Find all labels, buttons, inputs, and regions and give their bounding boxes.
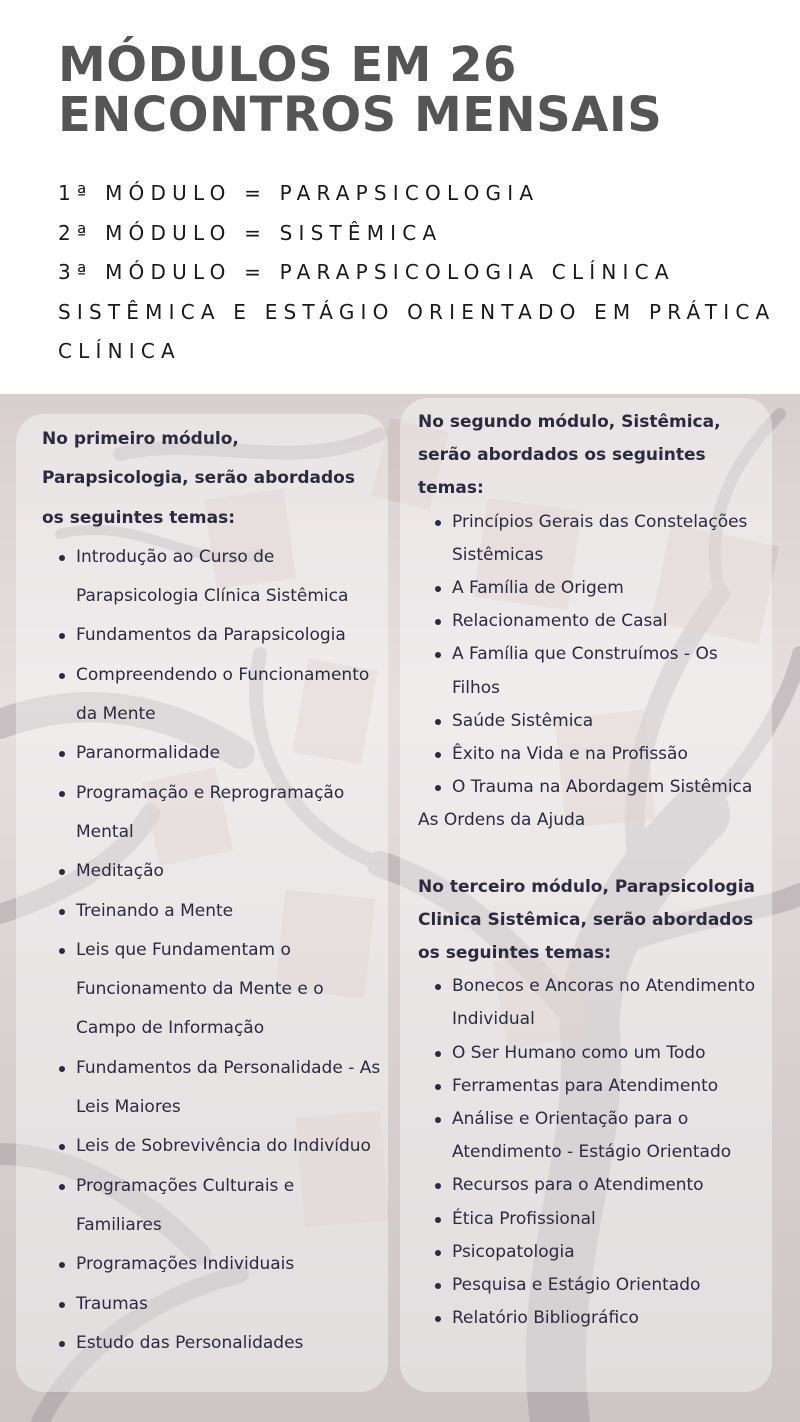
list-item: Treinando a Mente: [42, 892, 382, 931]
list-item: Ética Profissional: [418, 1203, 768, 1236]
list-item: Recursos para o Atendimento: [418, 1169, 768, 1202]
list-item: Bonecos e Ancoras no Atendimento Individual: [418, 970, 768, 1036]
section-spacer: [418, 838, 768, 871]
list-item: Relacionamento de Casal: [418, 605, 768, 638]
list-item: O Trauma na Abordagem Sistêmica: [418, 771, 768, 804]
list-item: O Ser Humano como um Todo: [418, 1037, 768, 1070]
module2-intro: No segundo módulo, Sistêmica, serão abordados os seguintes temas:: [418, 412, 721, 499]
list-item: Fundamentos da Parapsicologia: [42, 616, 382, 655]
list-item: Estudo das Personalidades: [42, 1324, 382, 1363]
list-item: Traumas: [42, 1285, 382, 1324]
list-item: Paranormalidade: [42, 734, 382, 773]
list-item: Saúde Sistêmica: [418, 705, 768, 738]
list-item: A Família que Construímos - Os Filhos: [418, 638, 768, 704]
list-item: Relatório Bibliográfico: [418, 1302, 768, 1335]
list-item: Programações Individuais: [42, 1245, 382, 1284]
module2-3-section: [418, 406, 768, 1335]
module2-topic-list: [418, 506, 768, 805]
list-item: Introdução ao Curso de Parapsicologia Clínica Sistêmica: [42, 538, 382, 617]
list-item: Êxito na Vida e na Profissão: [418, 738, 768, 771]
module-item-2: 2ª MÓDULO = SISTÊMICA: [58, 220, 443, 245]
module1-section: [42, 420, 382, 1363]
list-item: Leis que Fundamentam o Funcionamento da Mente e o Campo de Informação: [42, 931, 382, 1049]
list-item: Pesquisa e Estágio Orientado: [418, 1269, 768, 1302]
module3-topic-list: [418, 970, 768, 1335]
list-item: Princípios Gerais das Constelações Sistêmicas: [418, 506, 768, 572]
module-list: [58, 174, 778, 372]
list-item: Meditação: [42, 852, 382, 891]
header: [0, 0, 800, 394]
page-title: [58, 37, 758, 143]
module2-trailing-text: As Ordens da Ajuda: [418, 810, 586, 831]
list-item: Fundamentos da Personalidade - As Leis Maiores: [42, 1049, 382, 1128]
module1-intro: No primeiro módulo, Parapsicologia, serão abordados os seguintes temas:: [42, 429, 355, 528]
title-line-1: MÓDULOS EM 26: [58, 37, 517, 93]
list-item: Leis de Sobrevivência do Indivíduo: [42, 1127, 382, 1166]
list-item: Análise e Orientação para o Atendimento - Estágio Orientado: [418, 1103, 768, 1169]
title-line-2: ENCONTROS MENSAIS: [58, 87, 663, 143]
list-item: Programações Culturais e Familiares: [42, 1167, 382, 1246]
list-item: A Família de Origem: [418, 572, 768, 605]
module3-intro: No terceiro módulo, Parapsicologia Clinica Sistêmica, serão abordados os seguintes temas:: [418, 876, 756, 964]
list-item: Programação e Reprogramação Mental: [42, 774, 382, 853]
list-item: Compreendendo o Funcionamento da Mente: [42, 656, 382, 735]
module-item-3: 3ª MÓDULO = PARAPSICOLOGIA CLÍNICA SISTÊMICA E ESTÁGIO ORIENTADO EM PRÁTICA CLÍNICA: [58, 260, 776, 363]
list-item: Ferramentas para Atendimento: [418, 1070, 768, 1103]
list-item: Psicopatologia: [418, 1236, 768, 1269]
module1-topic-list: [42, 538, 382, 1363]
module-item-1: 1ª MÓDULO = PARAPSICOLOGIA: [58, 181, 540, 205]
